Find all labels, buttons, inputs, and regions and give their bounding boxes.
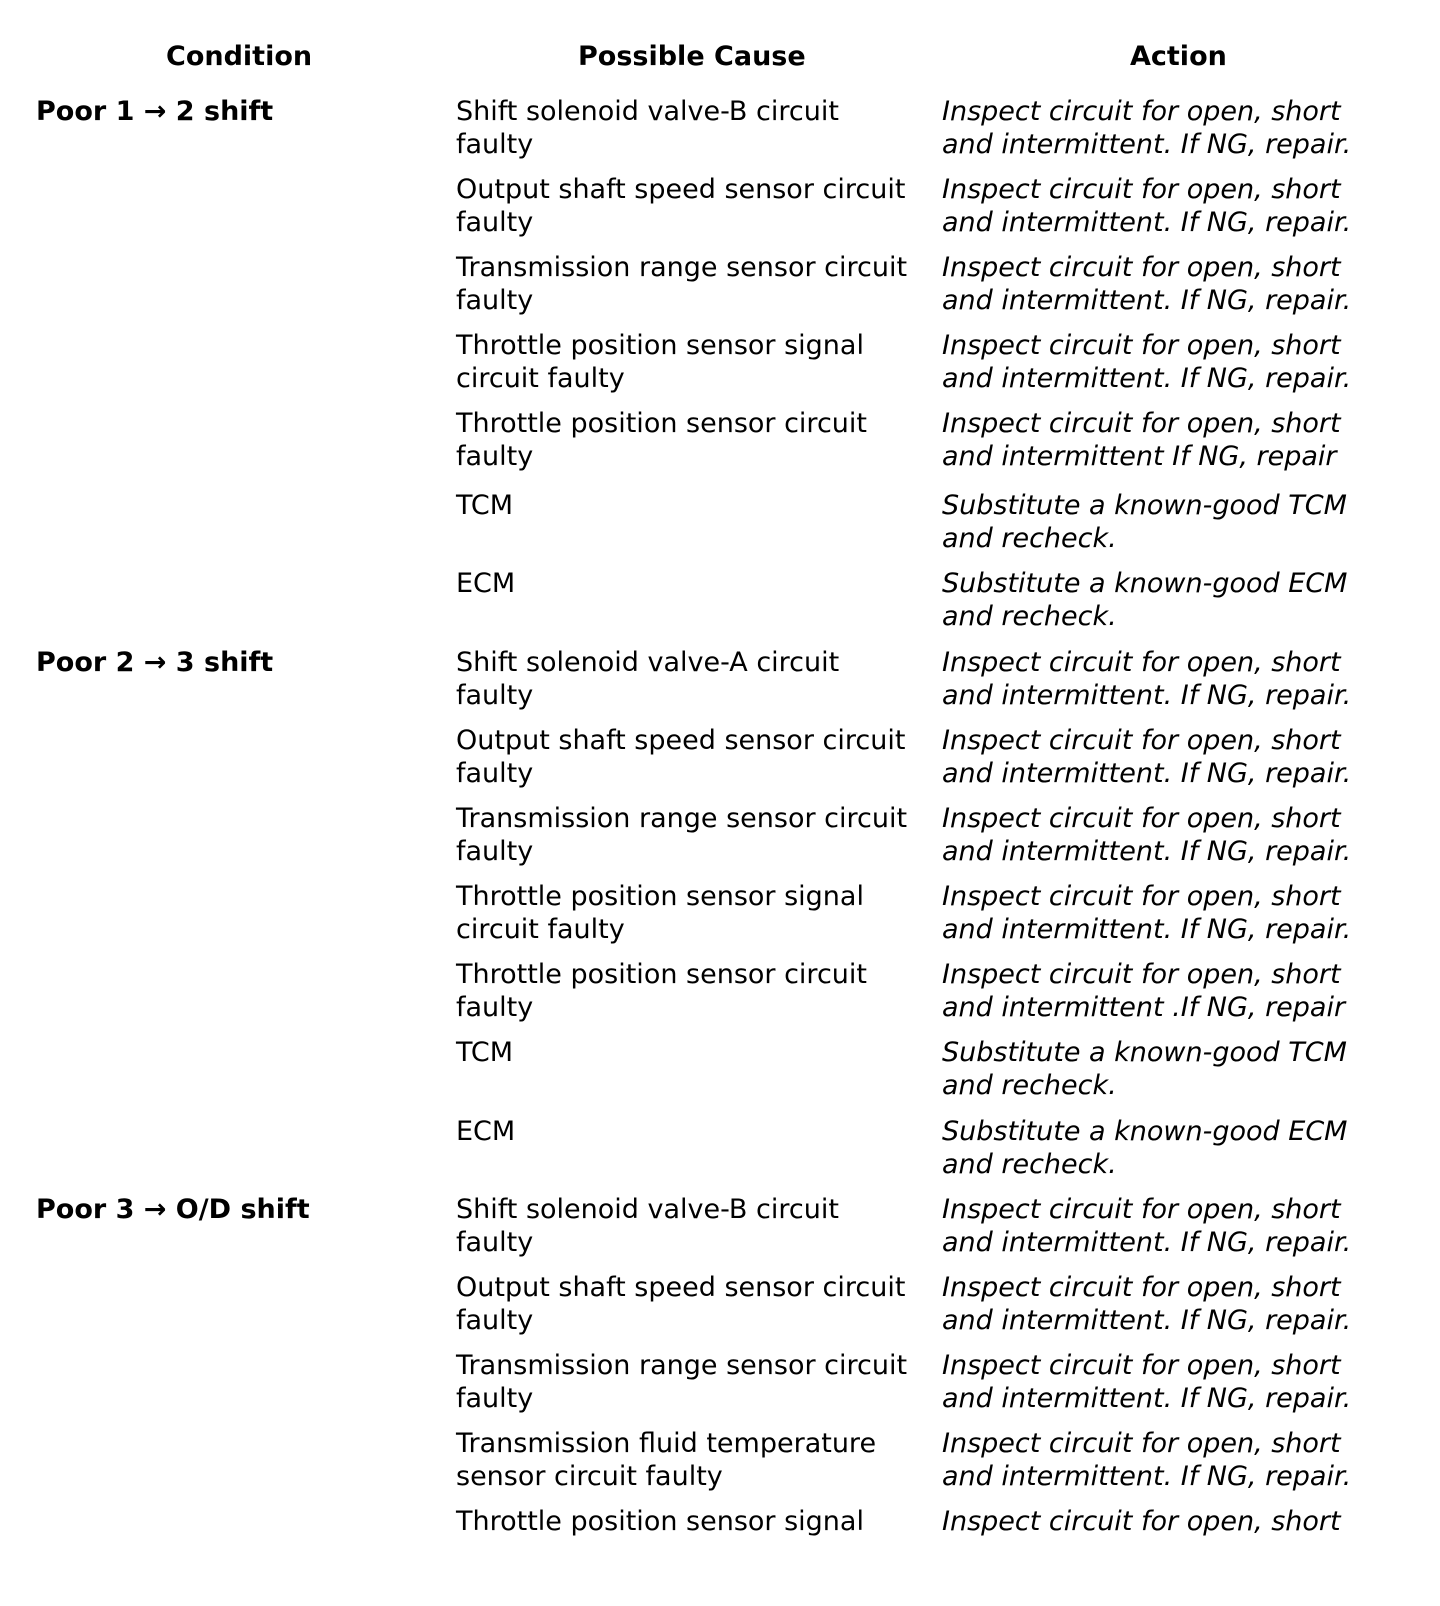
possible-cause-cell: Throttle position sensor signal circuit faulty (456, 881, 864, 945)
header-condition: Condition (166, 41, 313, 72)
possible-cause-cell: Transmission fluid temperature sensor circuit faulty (456, 1428, 877, 1492)
table-row (0, 95, 1440, 175)
possible-cause-cell: Output shaft speed sensor circuit faulty (456, 725, 906, 789)
possible-cause-cell: Throttle position sensor signal circuit faulty (456, 330, 864, 394)
action-cell: Inspect circuit for open, short and intermittent. If NG, repair. (942, 881, 1352, 945)
table-row (0, 1271, 1440, 1351)
possible-cause-cell: ECM (456, 1116, 516, 1147)
possible-cause-cell: Shift solenoid valve-B circuit faulty (456, 96, 839, 160)
header-action: Action (1130, 41, 1227, 72)
possible-cause-cell: Shift solenoid valve-B circuit faulty (456, 1194, 839, 1258)
table-row (0, 1036, 1440, 1116)
action-cell: Inspect circuit for open, short (942, 1506, 1341, 1537)
table-row (0, 251, 1440, 331)
table-row (0, 646, 1440, 726)
table-row (0, 1505, 1440, 1585)
possible-cause-cell: Shift solenoid valve-A circuit faulty (456, 647, 840, 711)
possible-cause-cell: Transmission range sensor circuit faulty (456, 803, 908, 867)
condition-label: Poor 3 → O/D shift (36, 1194, 310, 1225)
action-cell: Inspect circuit for open, short and intermittent. If NG, repair. (942, 1194, 1352, 1258)
possible-cause-cell: Transmission range sensor circuit faulty (456, 1350, 908, 1414)
table-row (0, 1115, 1440, 1195)
action-cell: Substitute a known-good TCM and recheck. (942, 1037, 1347, 1101)
possible-cause-cell: Throttle position sensor signal (456, 1506, 864, 1537)
possible-cause-cell: ECM (456, 568, 516, 599)
possible-cause-cell: Throttle position sensor circuit faulty (456, 408, 867, 472)
possible-cause-cell: TCM (456, 490, 514, 521)
condition-label: Poor 2 → 3 shift (36, 647, 274, 678)
action-cell: Inspect circuit for open, short and intermittent. If NG, repair. (942, 1428, 1352, 1492)
possible-cause-cell: Throttle position sensor circuit faulty (456, 959, 867, 1023)
action-cell: Inspect circuit for open, short and intermittent. If NG, repair. (942, 725, 1352, 789)
table-row (0, 958, 1440, 1038)
table-row (0, 567, 1440, 647)
header-possible-cause: Possible Cause (578, 41, 806, 72)
action-cell: Inspect circuit for open, short and intermittent. If NG, repair. (942, 1350, 1352, 1414)
action-cell: Inspect circuit for open, short and intermittent. If NG, repair. (942, 1272, 1352, 1336)
action-cell: Inspect circuit for open, short and intermittent. If NG, repair. (942, 174, 1352, 238)
table-row (0, 880, 1440, 960)
table-row (0, 1193, 1440, 1273)
condition-label: Poor 1 → 2 shift (36, 96, 274, 127)
possible-cause-cell: TCM (456, 1037, 514, 1068)
action-cell: Substitute a known-good ECM and recheck. (942, 568, 1348, 632)
table-row (0, 1427, 1440, 1507)
table-row (0, 802, 1440, 882)
table-row (0, 407, 1440, 487)
table-row (0, 173, 1440, 253)
possible-cause-cell: Output shaft speed sensor circuit faulty (456, 174, 906, 238)
table-row (0, 1349, 1440, 1429)
action-cell: Inspect circuit for open, short and intermittent. If NG, repair. (942, 252, 1352, 316)
action-cell: Substitute a known-good TCM and recheck. (942, 490, 1347, 554)
possible-cause-cell: Transmission range sensor circuit faulty (456, 252, 908, 316)
action-cell: Inspect circuit for open, short and intermittent .If NG, repair (942, 959, 1346, 1023)
action-cell: Substitute a known-good ECM and recheck. (942, 1116, 1348, 1180)
table-row (0, 489, 1440, 569)
action-cell: Inspect circuit for open, short and intermittent If NG, repair (942, 408, 1341, 472)
action-cell: Inspect circuit for open, short and intermittent. If NG, repair. (942, 96, 1352, 160)
table-row (0, 329, 1440, 409)
action-cell: Inspect circuit for open, short and intermittent. If NG, repair. (942, 803, 1352, 867)
action-cell: Inspect circuit for open, short and intermittent. If NG, repair. (942, 330, 1352, 394)
action-cell: Inspect circuit for open, short and intermittent. If NG, repair. (942, 647, 1352, 711)
table-row (0, 724, 1440, 804)
possible-cause-cell: Output shaft speed sensor circuit faulty (456, 1272, 906, 1336)
